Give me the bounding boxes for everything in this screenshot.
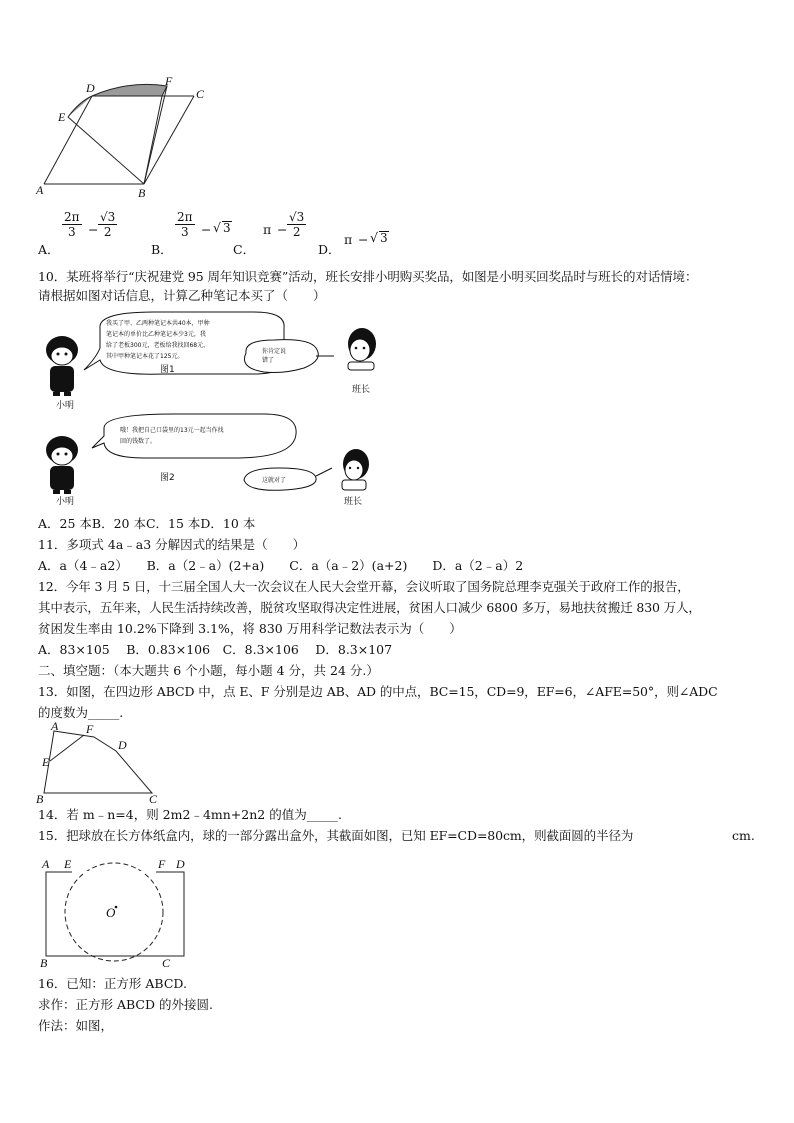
q15-label-B: B xyxy=(40,956,48,970)
svg-text:回的钱数了。: 回的钱数了。 xyxy=(120,438,157,445)
q9-label-F: F xyxy=(165,74,173,88)
xiaoming-figure-2 xyxy=(46,436,78,494)
xiaoming-figure-1 xyxy=(46,336,78,396)
q9-label-D: D xyxy=(86,81,95,95)
q10-line2: 请根据如图对话信息，计算乙种笔记本买了（ ） xyxy=(38,288,326,303)
fig2-caption: 图2 xyxy=(160,473,175,483)
q13-line1: 13．如图，在四边形 ABCD 中，点 E、F 分别是边 AB、AD 的中点，BC=15，CD=9，EF=6，∠AFE=50°，则∠ADC xyxy=(38,684,718,699)
q11-options: A．a（4﹣a2） B．a（2﹣a）(2+a) C．a（a﹣2）(a+2) D．a（2﹣a）2 xyxy=(38,558,524,573)
q13-label-A: A xyxy=(51,721,59,733)
q9-label-A: A xyxy=(36,183,44,197)
q13-label-F: F xyxy=(86,722,94,736)
q13-line2: 的度数为_____. xyxy=(38,705,124,720)
section2-heading: 二、填空题：（本大题共 6 个小题，每小题 4 分，共 24 分.） xyxy=(38,663,379,678)
banzhang-figure-2 xyxy=(342,449,369,490)
banzhang-label-2: 班长 xyxy=(344,497,363,507)
xiaoming-label-2: 小明 xyxy=(56,497,75,507)
q16-line2: 求作：正方形 ABCD 的外接圆. xyxy=(38,997,213,1012)
q12-line2: 其中表示，五年来，人民生活持续改善，脱贫攻坚取得决定性进展，贫困人口减少 6800 多万，易地扶贫搬迁 830 万人， xyxy=(38,600,701,615)
bubble-banzhang-2 xyxy=(244,468,332,490)
svg-text:这就对了: 这就对了 xyxy=(262,477,287,484)
q15-unit: cm. xyxy=(732,828,755,843)
xiaoming-label-1: 小明 xyxy=(56,401,75,411)
q9-figure xyxy=(34,74,224,199)
q13-label-B: B xyxy=(36,792,44,806)
bubble-xiaoming-2 xyxy=(92,414,296,458)
q15-label-A: A xyxy=(42,857,50,871)
q15-label-O: O xyxy=(106,905,116,920)
svg-text:笔记本的单价比乙种笔记本少3元，我: 笔记本的单价比乙种笔记本少3元，我 xyxy=(106,331,206,338)
svg-text:我买了甲、乙两种笔记本共40本，甲种: 我买了甲、乙两种笔记本共40本，甲种 xyxy=(106,320,210,327)
q9-options: A． $\frac{2\pi}{3}$ − $\frac{√3}{2}$ B． $\frac{2\pi}{3}$ − √ 3 C． π − $\frac{√3}{2}$ D． π − √ 3 xyxy=(38,210,388,257)
q9-shaded-region xyxy=(92,84,167,96)
svg-text:哦！我把自己口袋里的13元一起当作找: 哦！我把自己口袋里的13元一起当作找 xyxy=(120,427,224,434)
q16-line3: 作法：如图， xyxy=(38,1018,114,1033)
q15-label-E: E xyxy=(64,857,72,871)
q10-options: A．25 本B．20 本C．15 本D．10 本 xyxy=(38,516,256,531)
q10-comic xyxy=(34,308,414,513)
q12-options: A．83×105 B．0.83×106 C．8.3×106 D．8.3×107 xyxy=(38,642,393,657)
q12-line3: 贫困发生率由 10.2%下降到 3.1%，将 830 万用科学记数法表示为（ ） xyxy=(38,621,462,636)
q13-label-D: D xyxy=(118,738,127,752)
svg-text:你肯定说: 你肯定说 xyxy=(262,348,287,355)
q12-line1: 12．今年 3 月 5 日，十三届全国人大一次会议在人民大会堂开幕，会议听取了国务院总理李克强关于政府工作的报告， xyxy=(38,579,690,594)
q15-label-D: D xyxy=(176,857,185,871)
banzhang-figure-1 xyxy=(348,328,376,370)
q15-label-F: F xyxy=(158,857,166,871)
q13-figure xyxy=(34,721,164,806)
q15-figure xyxy=(34,852,204,970)
svg-text:错了: 错了 xyxy=(262,357,275,364)
banzhang-label-1: 班长 xyxy=(352,385,371,395)
fig1-caption: 图1 xyxy=(160,365,175,375)
svg-text:其中甲种笔记本花了125元。: 其中甲种笔记本花了125元。 xyxy=(106,353,184,360)
bubble-banzhang-1 xyxy=(244,340,334,373)
q13-label-E: E xyxy=(42,755,50,769)
q13-label-C: C xyxy=(149,792,158,806)
q9-label-E: E xyxy=(58,110,66,124)
q10-line1: 10．某班将举行“庆祝建党 95 周年知识竞赛”活动，班长安排小明购买奖品，如图是小明买回奖品时与班长的对话情境： xyxy=(38,269,698,284)
q9-label-C: C xyxy=(196,87,205,101)
svg-text:给了老板300元，老板给我找回68元，: 给了老板300元，老板给我找回68元， xyxy=(106,342,210,349)
q15-label-C: C xyxy=(162,956,171,970)
q15-stem: 15．把球放在长方体纸盒内，球的一部分露出盒外，其截面如图，已知 EF=CD=80cm，则截面圆的半径为 xyxy=(38,828,634,843)
q11-stem: 11．多项式 4a﹣a3 分解因式的结果是（ ） xyxy=(38,537,306,552)
q16-line1: 16．已知：正方形 ABCD. xyxy=(38,976,187,991)
q14: 14．若 m﹣n=4，则 2m2﹣4mn+2n2 的值为_____. xyxy=(38,807,342,822)
q9-label-B: B xyxy=(138,186,146,199)
